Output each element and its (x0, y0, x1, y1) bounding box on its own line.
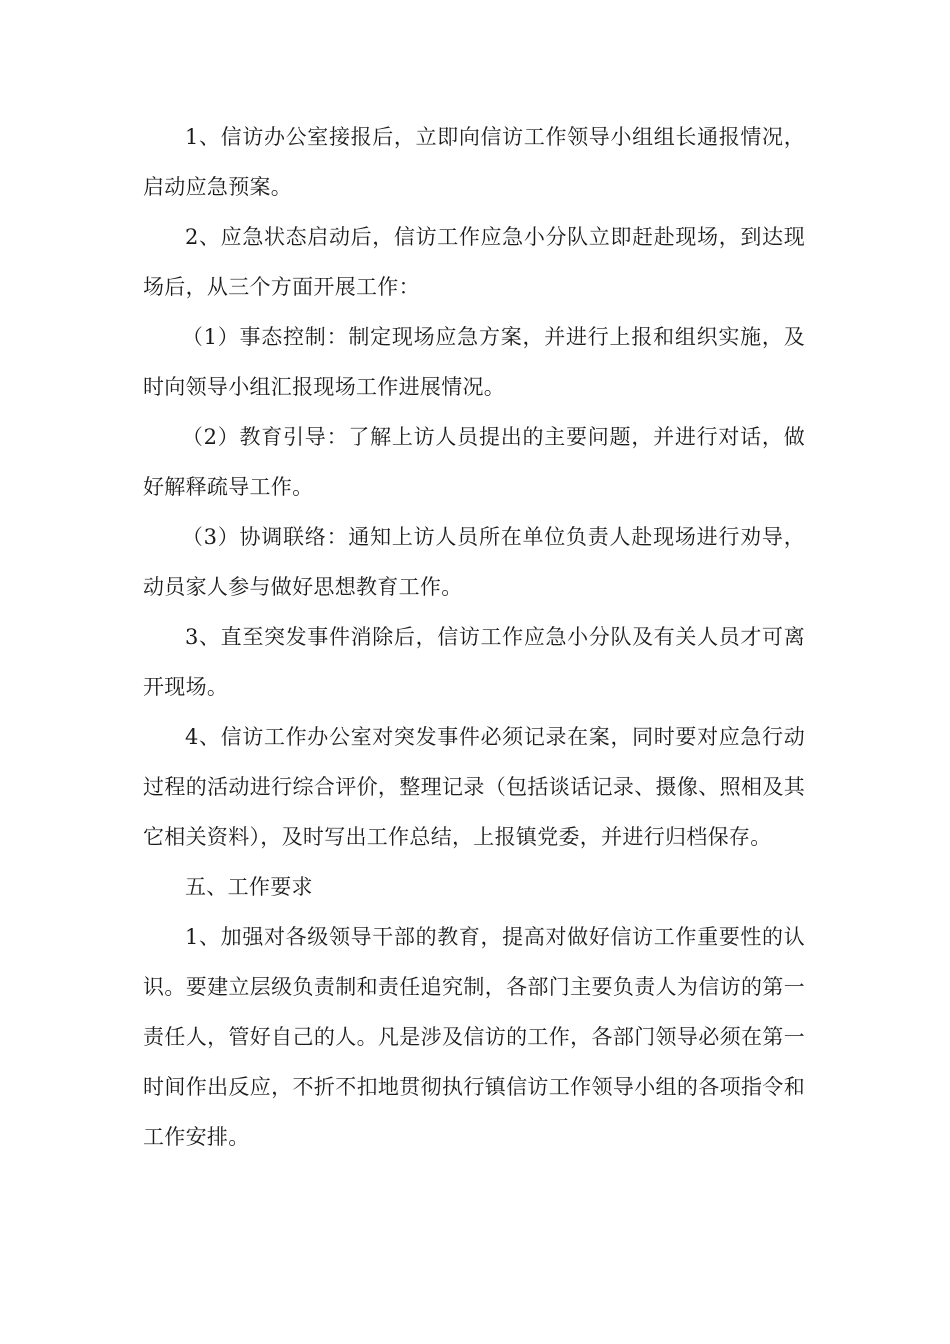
paragraph-report-received: 1、信访办公室接报后，立即向信访工作领导小组组长通报情况，启动应急预案。 (143, 125, 805, 199)
paragraph-record-archive: 4、信访工作办公室对突发事件必须记录在案，同时要对应急行动过程的活动进行综合评价，整理记录（包括谈话记录、摄像、照相及其它相关资料），及时写出工作总结，上报镇党委，并进行归档保存。 (143, 725, 805, 849)
paragraph-leadership-education: 1、加强对各级领导干部的教育，提高对做好信访工作重要性的认识。要建立层级负责制和责任追究制，各部门主要负责人为信访的第一责任人，管好自己的人。凡是涉及信访的工作，各部门领导必须在第一时间作出反应，不折不扣地贯彻执行镇信访工作领导小组的各项指令和工作安排。 (143, 925, 805, 1149)
paragraph-education-guidance: （2）教育引导：了解上访人员提出的主要问题，并进行对话，做好解释疏导工作。 (143, 425, 805, 499)
document-body (143, 112, 805, 1162)
paragraph-leave-scene: 3、直至突发事件消除后，信访工作应急小分队及有关人员才可离开现场。 (143, 625, 805, 699)
paragraph-situation-control: （1）事态控制：制定现场应急方案，并进行上报和组织实施，及时向领导小组汇报现场工作进展情况。 (143, 325, 805, 399)
paragraph-emergency-team: 2、应急状态启动后，信访工作应急小分队立即赶赴现场，到达现场后，从三个方面开展工作： (143, 225, 805, 299)
paragraph-coordination: （3）协调联络：通知上访人员所在单位负责人赴现场进行劝导，动员家人参与做好思想教育工作。 (143, 525, 805, 599)
section-heading-work-requirements: 五、工作要求 (185, 875, 313, 899)
